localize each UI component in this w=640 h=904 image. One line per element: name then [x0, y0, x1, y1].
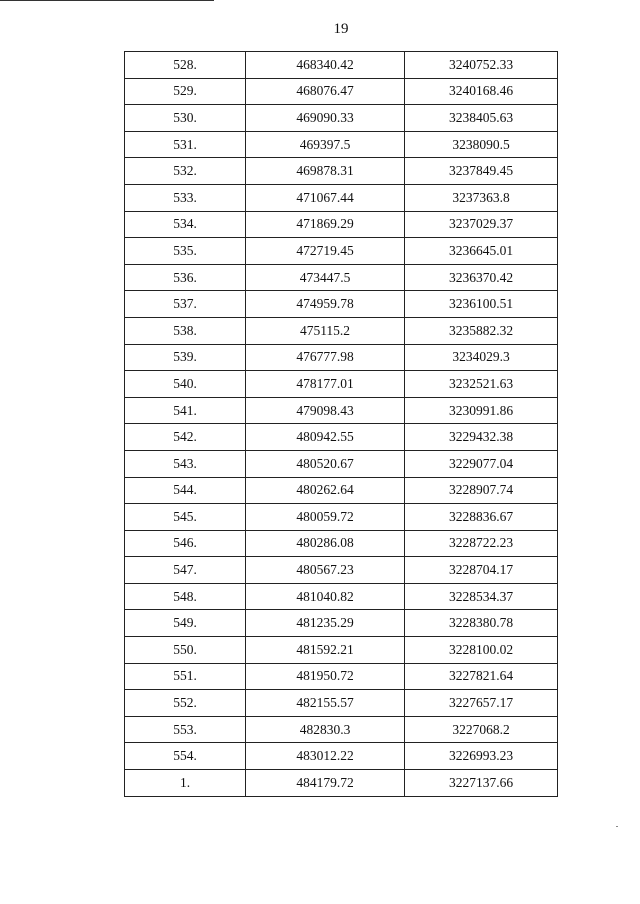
y-coordinate-cell: 3228100.02 — [405, 637, 558, 664]
x-coordinate-cell: 483012.22 — [246, 743, 405, 770]
table-row — [125, 450, 558, 477]
x-coordinate-cell: 484179.72 — [246, 770, 405, 797]
x-coordinate-cell: 474959.78 — [246, 291, 405, 318]
table-row — [125, 504, 558, 531]
point-number-cell: 530. — [125, 105, 246, 132]
table-row — [125, 184, 558, 211]
point-number-cell: 551. — [125, 663, 246, 690]
table-row — [125, 397, 558, 424]
table-row — [125, 477, 558, 504]
table-row — [125, 371, 558, 398]
table-row — [125, 211, 558, 238]
y-coordinate-cell: 3238090.5 — [405, 131, 558, 158]
y-coordinate-cell: 3236645.01 — [405, 238, 558, 265]
point-number-cell: 535. — [125, 238, 246, 265]
point-number-cell: 550. — [125, 637, 246, 664]
table-row — [125, 131, 558, 158]
x-coordinate-cell: 475115.2 — [246, 317, 405, 344]
table-row — [125, 663, 558, 690]
coordinates-table — [124, 51, 558, 797]
y-coordinate-cell: 3238405.63 — [405, 105, 558, 132]
x-coordinate-cell: 469878.31 — [246, 158, 405, 185]
scan-mark — [616, 826, 618, 827]
table-row — [125, 238, 558, 265]
table-row — [125, 690, 558, 717]
y-coordinate-cell: 3228722.23 — [405, 530, 558, 557]
x-coordinate-cell: 476777.98 — [246, 344, 405, 371]
y-coordinate-cell: 3234029.3 — [405, 344, 558, 371]
x-coordinate-cell: 481040.82 — [246, 583, 405, 610]
y-coordinate-cell: 3240752.33 — [405, 52, 558, 79]
point-number-cell: 554. — [125, 743, 246, 770]
point-number-cell: 552. — [125, 690, 246, 717]
y-coordinate-cell: 3237849.45 — [405, 158, 558, 185]
y-coordinate-cell: 3236100.51 — [405, 291, 558, 318]
y-coordinate-cell: 3228380.78 — [405, 610, 558, 637]
table-row — [125, 610, 558, 637]
x-coordinate-cell: 471869.29 — [246, 211, 405, 238]
x-coordinate-cell: 482155.57 — [246, 690, 405, 717]
point-number-cell: 533. — [125, 184, 246, 211]
coordinates-table-body — [125, 52, 558, 797]
y-coordinate-cell: 3230991.86 — [405, 397, 558, 424]
x-coordinate-cell: 481950.72 — [246, 663, 405, 690]
point-number-cell: 549. — [125, 610, 246, 637]
x-coordinate-cell: 478177.01 — [246, 371, 405, 398]
y-coordinate-cell: 3227068.2 — [405, 716, 558, 743]
point-number-cell: 528. — [125, 52, 246, 79]
top-rule — [0, 0, 214, 1]
x-coordinate-cell: 469090.33 — [246, 105, 405, 132]
y-coordinate-cell: 3226993.23 — [405, 743, 558, 770]
x-coordinate-cell: 479098.43 — [246, 397, 405, 424]
table-row — [125, 716, 558, 743]
point-number-cell: 547. — [125, 557, 246, 584]
point-number-cell: 544. — [125, 477, 246, 504]
y-coordinate-cell: 3232521.63 — [405, 371, 558, 398]
table-row — [125, 78, 558, 105]
y-coordinate-cell: 3228534.37 — [405, 583, 558, 610]
x-coordinate-cell: 480942.55 — [246, 424, 405, 451]
point-number-cell: 531. — [125, 131, 246, 158]
x-coordinate-cell: 481592.21 — [246, 637, 405, 664]
x-coordinate-cell: 471067.44 — [246, 184, 405, 211]
y-coordinate-cell: 3228836.67 — [405, 504, 558, 531]
table-row — [125, 557, 558, 584]
x-coordinate-cell: 473447.5 — [246, 264, 405, 291]
y-coordinate-cell: 3237363.8 — [405, 184, 558, 211]
point-number-cell: 534. — [125, 211, 246, 238]
y-coordinate-cell: 3227821.64 — [405, 663, 558, 690]
table-row — [125, 344, 558, 371]
point-number-cell: 538. — [125, 317, 246, 344]
point-number-cell: 542. — [125, 424, 246, 451]
y-coordinate-cell: 3236370.42 — [405, 264, 558, 291]
x-coordinate-cell: 468340.42 — [246, 52, 405, 79]
table-row — [125, 105, 558, 132]
y-coordinate-cell: 3229077.04 — [405, 450, 558, 477]
x-coordinate-cell: 481235.29 — [246, 610, 405, 637]
point-number-cell: 539. — [125, 344, 246, 371]
y-coordinate-cell: 3235882.32 — [405, 317, 558, 344]
x-coordinate-cell: 480059.72 — [246, 504, 405, 531]
x-coordinate-cell: 468076.47 — [246, 78, 405, 105]
table-row — [125, 424, 558, 451]
y-coordinate-cell: 3228704.17 — [405, 557, 558, 584]
table-row — [125, 770, 558, 797]
x-coordinate-cell: 482830.3 — [246, 716, 405, 743]
table-row — [125, 52, 558, 79]
table-row — [125, 637, 558, 664]
point-number-cell: 543. — [125, 450, 246, 477]
point-number-cell: 553. — [125, 716, 246, 743]
table-row — [125, 743, 558, 770]
point-number-cell: 529. — [125, 78, 246, 105]
table-row — [125, 530, 558, 557]
page-number: 19 — [333, 21, 349, 37]
table-row — [125, 583, 558, 610]
x-coordinate-cell: 480520.67 — [246, 450, 405, 477]
x-coordinate-cell: 480567.23 — [246, 557, 405, 584]
point-number-cell: 536. — [125, 264, 246, 291]
y-coordinate-cell: 3237029.37 — [405, 211, 558, 238]
point-number-cell: 537. — [125, 291, 246, 318]
table-row — [125, 264, 558, 291]
x-coordinate-cell: 472719.45 — [246, 238, 405, 265]
table-row — [125, 291, 558, 318]
point-number-cell: 532. — [125, 158, 246, 185]
y-coordinate-cell: 3240168.46 — [405, 78, 558, 105]
point-number-cell: 1. — [125, 770, 246, 797]
x-coordinate-cell: 480286.08 — [246, 530, 405, 557]
point-number-cell: 540. — [125, 371, 246, 398]
table-row — [125, 317, 558, 344]
x-coordinate-cell: 469397.5 — [246, 131, 405, 158]
point-number-cell: 541. — [125, 397, 246, 424]
x-coordinate-cell: 480262.64 — [246, 477, 405, 504]
y-coordinate-cell: 3229432.38 — [405, 424, 558, 451]
y-coordinate-cell: 3228907.74 — [405, 477, 558, 504]
point-number-cell: 548. — [125, 583, 246, 610]
y-coordinate-cell: 3227137.66 — [405, 770, 558, 797]
point-number-cell: 545. — [125, 504, 246, 531]
y-coordinate-cell: 3227657.17 — [405, 690, 558, 717]
table-row — [125, 158, 558, 185]
point-number-cell: 546. — [125, 530, 246, 557]
